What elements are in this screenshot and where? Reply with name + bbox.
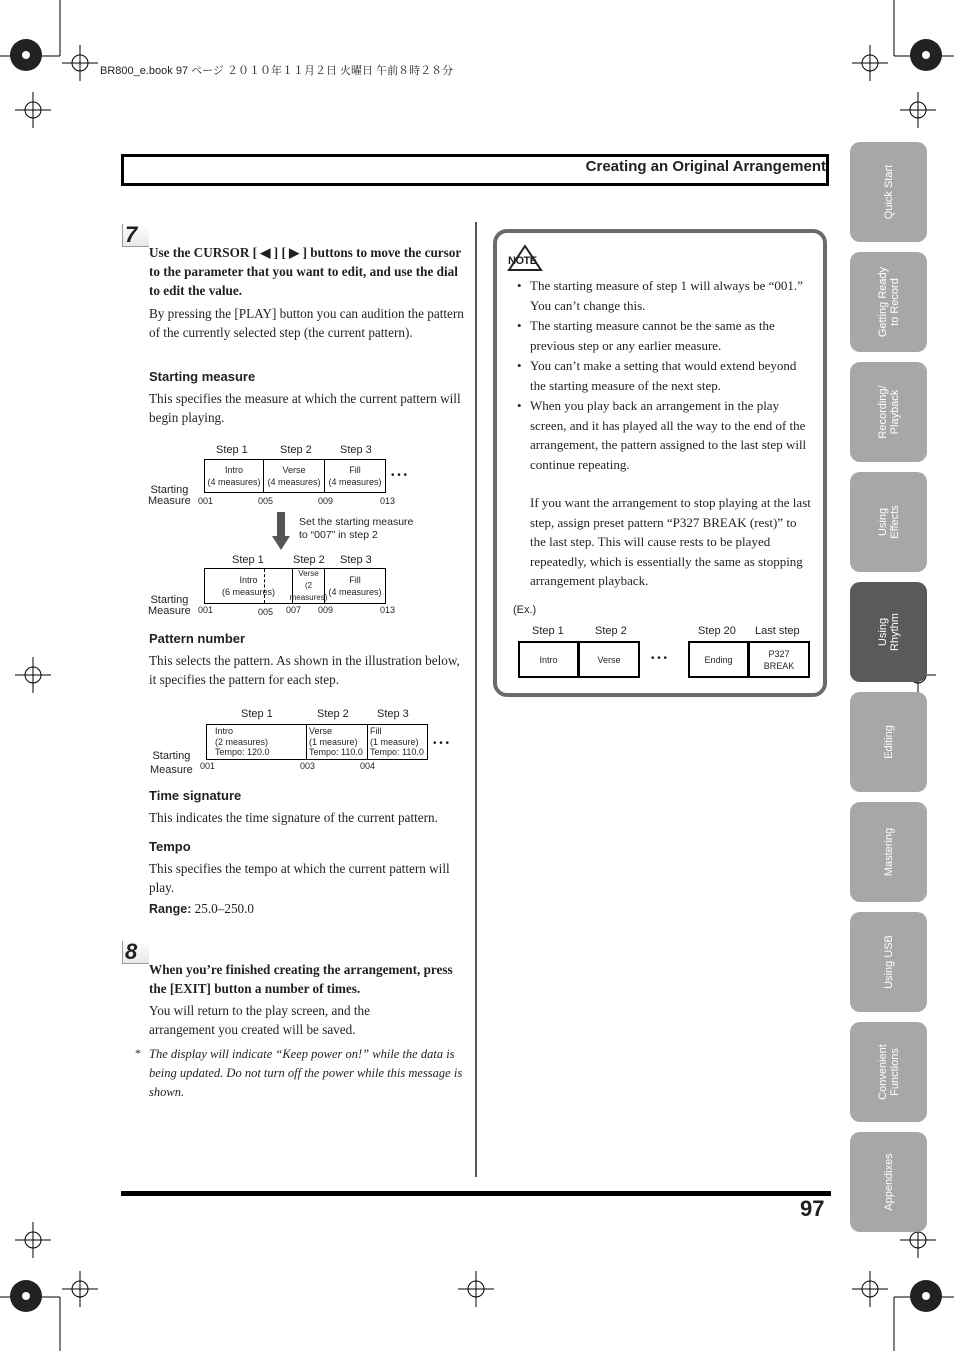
- diagram3-cell-fill: Fill (1 measure) Tempo: 110.0: [367, 724, 428, 760]
- section-title: Creating an Original Arrangement: [585, 158, 826, 175]
- diagram2-measure-001: 001: [198, 605, 214, 615]
- diagram1-ellipsis: • • •: [391, 470, 408, 481]
- diagram1-side-label: Starting Measure: [148, 484, 191, 507]
- diagram3-measure-003: 003: [300, 761, 316, 771]
- diagram-starting-measure-after: [148, 550, 448, 620]
- note-extra-text: If you want the arrangement to stop playing at the last step, assign preset pattern “P327 BREAK (rest)” to the last step. This will cause rests to be played repeatedly, which is essentially the same as stopping arrangement playback.: [530, 495, 811, 588]
- pattern-number-heading: Pattern number: [149, 631, 246, 646]
- diagram3-step2-label: Step 2: [317, 708, 349, 720]
- note-bullet-1-text: The starting measure of step 1 will always be “001.” You can’t change this.: [530, 278, 803, 313]
- diagram-starting-measure-before: [148, 440, 448, 510]
- diagram3-step3-label: Step 3: [377, 708, 409, 720]
- diagram3-step1-label: Step 1: [241, 708, 273, 720]
- diagram3-cell-verse: Verse (1 measure) Tempo: 110.0: [306, 724, 368, 760]
- side-tab-label: Appendixes: [882, 1153, 895, 1211]
- diagram3-cell-intro: Intro (2 measures) Tempo: 120.0: [206, 724, 307, 760]
- example-cell-intro: Intro: [518, 641, 579, 678]
- side-tab-using-rhythm[interactable]: [850, 582, 927, 682]
- side-tab-quick-start[interactable]: [850, 142, 927, 242]
- side-tab-label: Mastering: [882, 827, 895, 877]
- tempo-heading: Tempo: [149, 839, 191, 854]
- diagram1-measure-009: 009: [318, 496, 334, 506]
- diagram2-measure-009: 009: [318, 605, 334, 615]
- diagram3-side-label: Starting Measure: [150, 750, 193, 776]
- side-tab-recording-playback[interactable]: [850, 362, 927, 462]
- note-icon-label: NOTE: [508, 255, 537, 267]
- diagram2-measure-007: 007: [286, 605, 302, 615]
- diagram1-measure-005: 005: [258, 496, 274, 506]
- diagram1-step3-label: Step 3: [340, 444, 372, 456]
- column-divider: [475, 222, 477, 1177]
- diagram3-measure-001: 001: [200, 761, 216, 771]
- side-tab-label: Editing: [882, 725, 895, 759]
- diagram2-measure-013: 013: [380, 605, 396, 615]
- note-bullet-3-text: You can’t make a setting that would extend beyond the starting measure of the next step.: [530, 358, 797, 393]
- starting-measure-text: This specifies the measure at which the current pattern will begin playing.: [149, 391, 461, 425]
- footer-bar: [121, 1191, 831, 1196]
- diagram2-step2-label: Step 2: [293, 554, 325, 566]
- tempo-range-value: 25.0–250.0: [194, 901, 255, 916]
- note-bullet-1: • The starting measure of step 1 will always be “001.” You can’t change this.: [517, 278, 803, 313]
- side-tab-label: Using USB: [882, 935, 895, 989]
- step7-body: By pressing the [PLAY] button you can audition the pattern of the currently selected step (the current pattern).: [149, 306, 464, 340]
- step7-instruction: Use the CURSOR [ ◀ ] [ ▶ ] buttons to move the cursor to the parameter that you want to edit, and use the dial to edit the value.: [149, 245, 461, 298]
- example-cell-p327-break: P327 BREAK: [748, 641, 810, 678]
- side-tab-mastering[interactable]: [850, 802, 927, 902]
- side-tab-editing[interactable]: [850, 692, 927, 792]
- step8-instruction: When you’re finished creating the arrangement, press the [EXIT] button a number of times.: [149, 962, 453, 996]
- step-number-8: 8: [122, 941, 149, 964]
- example-step2-label: Step 2: [595, 625, 627, 637]
- diagram-pattern-per-step: [148, 704, 468, 780]
- pattern-number-text: This selects the pattern. As shown in the illustration below, it specifies the pattern for each step.: [149, 653, 460, 687]
- diagram2-cell-intro: Intro (6 measures): [204, 568, 293, 604]
- time-signature-heading: Time signature: [149, 788, 242, 803]
- side-tab-getting-ready-to-record[interactable]: [850, 252, 927, 352]
- diagram1-measure-001: 001: [198, 496, 214, 506]
- note-bullet-4: • When you play back an arrangement in the play screen, and it has played all the way to the end of the arrangement, the pattern assigned to the last step will continue repeating.: [517, 398, 807, 472]
- diagram3-ellipsis: • • •: [433, 738, 450, 749]
- step-number-7: 7: [122, 224, 149, 247]
- tempo-range-label: Range:: [149, 902, 192, 916]
- starting-measure-heading: Starting measure: [149, 369, 256, 384]
- diagram2-cell-fill: Fill (4 measures): [324, 568, 386, 604]
- tempo-range: [149, 899, 254, 919]
- diagram2-cell-verse: Verse (2 measures): [289, 569, 328, 602]
- print-header-info: BR800_e.book 97 ページ ２０１０年１１月２日 火曜日 午前８時２８分: [100, 65, 454, 77]
- step8-body: You will return to the play screen, and the arrangement you created will be saved.: [149, 1003, 370, 1037]
- side-tab-label: Recording/ Playback: [876, 385, 901, 439]
- diagram2-step3-label: Step 3: [340, 554, 372, 566]
- side-tab-label: Using Effects: [876, 505, 901, 539]
- side-tab-label: Quick Start: [882, 164, 895, 220]
- diagram1-step1-label: Step 1: [216, 444, 248, 456]
- diagram1-cell-fill: Fill (4 measures): [324, 459, 386, 493]
- example-ellipsis: • • •: [651, 653, 668, 664]
- page-number: 97: [800, 1196, 825, 1221]
- diagram-arrow-note: Set the starting measure to “007” in step 2: [299, 516, 414, 541]
- example-cell-ending: Ending: [688, 641, 749, 678]
- note-example-label: (Ex.): [513, 604, 537, 616]
- example-step1-label: Step 1: [532, 625, 564, 637]
- side-tab-using-effects[interactable]: [850, 472, 927, 572]
- side-tab-label: Convenient Functions: [876, 1044, 901, 1100]
- side-tab-appendixes[interactable]: [850, 1132, 927, 1232]
- side-tab-label: Getting Ready to Record: [876, 266, 901, 338]
- note-bullet-2: • The starting measure cannot be the same as the previous step or any earlier measure.: [517, 318, 775, 353]
- diagram1-step2-label: Step 2: [280, 444, 312, 456]
- diagram2-dashed-divider: [264, 569, 265, 603]
- diagram2-measure-005: 005: [258, 607, 274, 617]
- down-arrow-icon: [272, 512, 290, 552]
- tempo-text: This specifies the tempo at which the current pattern will play.: [149, 861, 450, 895]
- side-tab-convenient-functions[interactable]: [850, 1022, 927, 1122]
- example-laststep-label: Last step: [755, 625, 800, 637]
- footnote-asterisk: *: [135, 1046, 141, 1060]
- diagram1-cell-intro: Intro (4 measures): [204, 459, 264, 493]
- side-tab-label: Using Rhythm: [876, 613, 901, 651]
- note-bullet-2-text: The starting measure cannot be the same as the previous step or any earlier measure.: [530, 318, 775, 353]
- diagram1-cell-verse: Verse (4 measures): [263, 459, 325, 493]
- diagram2-side-label: Starting Measure: [148, 594, 191, 617]
- note-bullet-3: • You can’t make a setting that would extend beyond the starting measure of the next step.: [517, 358, 797, 393]
- side-tab-using-usb[interactable]: [850, 912, 927, 1012]
- diagram3-measure-004: 004: [360, 761, 376, 771]
- note-bullet-4-text: When you play back an arrangement in the play screen, and it has played all the way to the end of the arrangement, the pattern assigned to the last step will continue repeating.: [530, 398, 807, 472]
- time-signature-text: This indicates the time signature of the current pattern.: [149, 810, 438, 825]
- example-cell-verse: Verse: [578, 641, 640, 678]
- diagram1-measure-013: 013: [380, 496, 396, 506]
- diagram2-step1-label: Step 1: [232, 554, 264, 566]
- step8-footnote: The display will indicate “Keep power on!” while the data is being updated. Do not turn off the power while this message is shown.: [149, 1047, 463, 1099]
- example-step20-label: Step 20: [698, 625, 736, 637]
- note-example-diagram: [510, 622, 820, 682]
